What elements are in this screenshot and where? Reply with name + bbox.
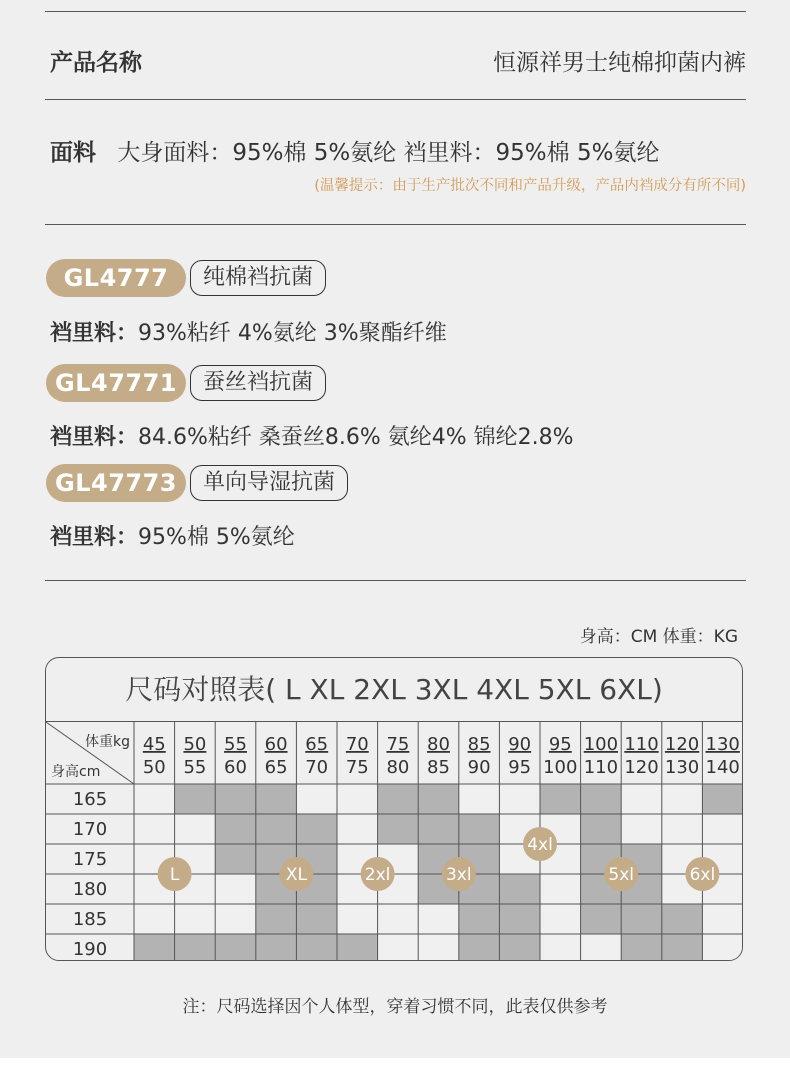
weight-header-top: 75 [386, 734, 410, 755]
fabric-row [50, 134, 659, 167]
size-cell [215, 784, 256, 814]
bottom-band [0, 1058, 790, 1067]
size-cell [621, 904, 662, 934]
model-feature-tag: 蚕丝裆抗菌 [190, 365, 326, 401]
size-cell [662, 934, 703, 961]
weight-header-top: 110 [624, 734, 659, 755]
size-cell [581, 934, 622, 961]
weight-header-top: 70 [345, 734, 369, 755]
weight-header-top: 55 [224, 734, 247, 755]
size-cell [581, 814, 622, 844]
size-cell [621, 784, 662, 814]
divider-1 [45, 99, 746, 100]
size-cell [540, 784, 581, 814]
size-cell [215, 904, 256, 934]
weight-header-top: 90 [508, 734, 532, 755]
size-cell [418, 814, 459, 844]
weight-header-bottom: 120 [624, 757, 659, 778]
size-marker-label: XL [285, 865, 307, 885]
height-label: 175 [72, 849, 108, 870]
size-cell [662, 904, 703, 934]
size-cell [662, 784, 703, 814]
size-cell [702, 904, 743, 934]
size-cell [581, 904, 622, 934]
size-cell [378, 934, 419, 961]
weight-header-bottom: 60 [224, 757, 247, 778]
size-cell [459, 934, 500, 961]
weight-header-top: 45 [142, 734, 166, 755]
weight-header-bottom: 85 [427, 757, 450, 778]
size-cell [256, 814, 297, 844]
lining-label: 裆里料： [50, 525, 139, 550]
divider-3 [45, 580, 746, 581]
unit-note: 身高：CM 体重：KG [579, 627, 738, 647]
weight-header-top: 85 [467, 734, 491, 755]
size-cell [662, 814, 703, 844]
weight-header-bottom: 100 [543, 757, 578, 778]
size-cell [378, 784, 419, 814]
size-cell [540, 904, 581, 934]
size-cell [215, 844, 256, 874]
lining-value: 95%棉 5%氨纶 [138, 525, 295, 550]
size-chart [45, 657, 743, 961]
size-cell [296, 934, 337, 961]
size-cell [215, 874, 256, 904]
lining-value: 84.6%粘纤 桑蚕丝8.6% 氨纶4% 锦纶2.8% [138, 425, 574, 450]
size-marker-label: 5xl [608, 865, 635, 885]
weight-header-top: 100 [583, 734, 619, 755]
size-cell [459, 904, 500, 934]
size-marker-label: 3xl [445, 865, 472, 885]
size-cell [702, 934, 743, 961]
corner-height-label: 身高cm [51, 764, 101, 780]
model-lining [50, 316, 447, 347]
size-cell [621, 934, 662, 961]
size-cell [296, 904, 337, 934]
size-cell [134, 934, 175, 961]
size-cell [175, 784, 216, 814]
divider-2 [45, 224, 746, 225]
size-cell [499, 784, 540, 814]
model-code-badge: GL47773 [46, 464, 186, 502]
weight-header-bottom: 55 [183, 757, 207, 778]
size-cell [337, 934, 378, 961]
size-cell [499, 904, 540, 934]
weight-header-bottom: 140 [705, 757, 740, 778]
weight-header-bottom: 50 [142, 757, 166, 778]
lining-label: 裆里料： [50, 321, 139, 346]
model-code-badge: GL47771 [46, 364, 186, 402]
footnote: 注：尺码选择因个人体型，穿着习惯不同，此表仅供参考 [182, 997, 608, 1017]
size-cell [175, 934, 216, 961]
size-cell [499, 934, 540, 961]
lining-value: 93%粘纤 4%氨纶 3%聚酯纤维 [138, 321, 447, 346]
size-marker-label: L [169, 865, 180, 885]
size-cell [581, 784, 622, 814]
model-lining [50, 520, 295, 551]
weight-header-bottom: 90 [467, 757, 491, 778]
size-cell [702, 784, 743, 814]
size-cell [256, 934, 297, 961]
size-cell [459, 784, 500, 814]
model-feature-tag: 单向导湿抗菌 [190, 465, 348, 501]
top-divider [45, 11, 746, 12]
weight-header-top: 65 [305, 734, 329, 755]
product-name-value: 恒源祥男士纯棉抑菌内裤 [493, 50, 746, 76]
weight-header-top: 95 [548, 734, 572, 755]
size-cell [134, 784, 175, 814]
weight-header-top: 60 [264, 734, 288, 755]
size-cell [418, 904, 459, 934]
weight-header-top: 120 [664, 734, 700, 755]
weight-header-top: 50 [183, 734, 207, 755]
weight-header-bottom: 80 [386, 757, 410, 778]
size-cell [296, 784, 337, 814]
size-chart-title: 尺码对照表( L XL 2XL 3XL 4XL 5XL 6XL) [46, 658, 742, 722]
weight-header-bottom: 70 [305, 757, 329, 778]
product-name-label: 产品名称 [50, 50, 142, 76]
size-cell [256, 784, 297, 814]
weight-header-bottom: 110 [583, 757, 619, 778]
fabric-notice: (温馨提示：由于生产批次不同和产品升级，产品内裆成分有所不同) [314, 178, 746, 194]
fabric-label: 面料 [50, 140, 96, 166]
size-cell [134, 814, 175, 844]
size-cell [418, 784, 459, 814]
height-label: 180 [72, 879, 108, 900]
size-cell [540, 934, 581, 961]
size-cell [337, 814, 378, 844]
size-marker-label: 6xl [689, 865, 716, 885]
model-lining [50, 420, 574, 451]
weight-header-bottom: 130 [664, 757, 700, 778]
size-cell [499, 874, 540, 904]
size-cell [175, 904, 216, 934]
model-feature-tag: 纯棉裆抗菌 [190, 260, 326, 296]
size-marker-label: 4xl [527, 835, 553, 855]
weight-header-bottom: 75 [345, 757, 369, 778]
size-cell [134, 904, 175, 934]
size-cell [256, 904, 297, 934]
size-marker-label: 2xl [364, 865, 391, 885]
size-cell [378, 814, 419, 844]
height-label: 170 [72, 819, 108, 840]
height-label: 185 [72, 909, 108, 930]
size-cell [540, 874, 581, 904]
corner-weight-label: 体重kg [85, 734, 130, 750]
size-chart-grid [46, 658, 743, 961]
size-cell [702, 814, 743, 844]
lining-label: 裆里料： [50, 425, 139, 450]
weight-header-bottom: 65 [264, 757, 288, 778]
size-cell [459, 814, 500, 844]
height-label: 165 [72, 789, 108, 810]
size-cell [215, 814, 256, 844]
size-cell [337, 904, 378, 934]
weight-header-top: 130 [705, 734, 740, 755]
height-label: 190 [72, 939, 108, 960]
weight-header-bottom: 95 [508, 757, 532, 778]
weight-header-top: 80 [427, 734, 450, 755]
fabric-value: 大身面料：95%棉 5%氨纶 裆里料：95%棉 5%氨纶 [117, 140, 660, 166]
size-cell [296, 814, 337, 844]
size-cell [378, 904, 419, 934]
size-cell [621, 814, 662, 844]
size-cell [175, 814, 216, 844]
size-cell [215, 934, 256, 961]
size-cell [337, 784, 378, 814]
model-code-badge: GL4777 [46, 259, 186, 297]
size-cell [418, 934, 459, 961]
